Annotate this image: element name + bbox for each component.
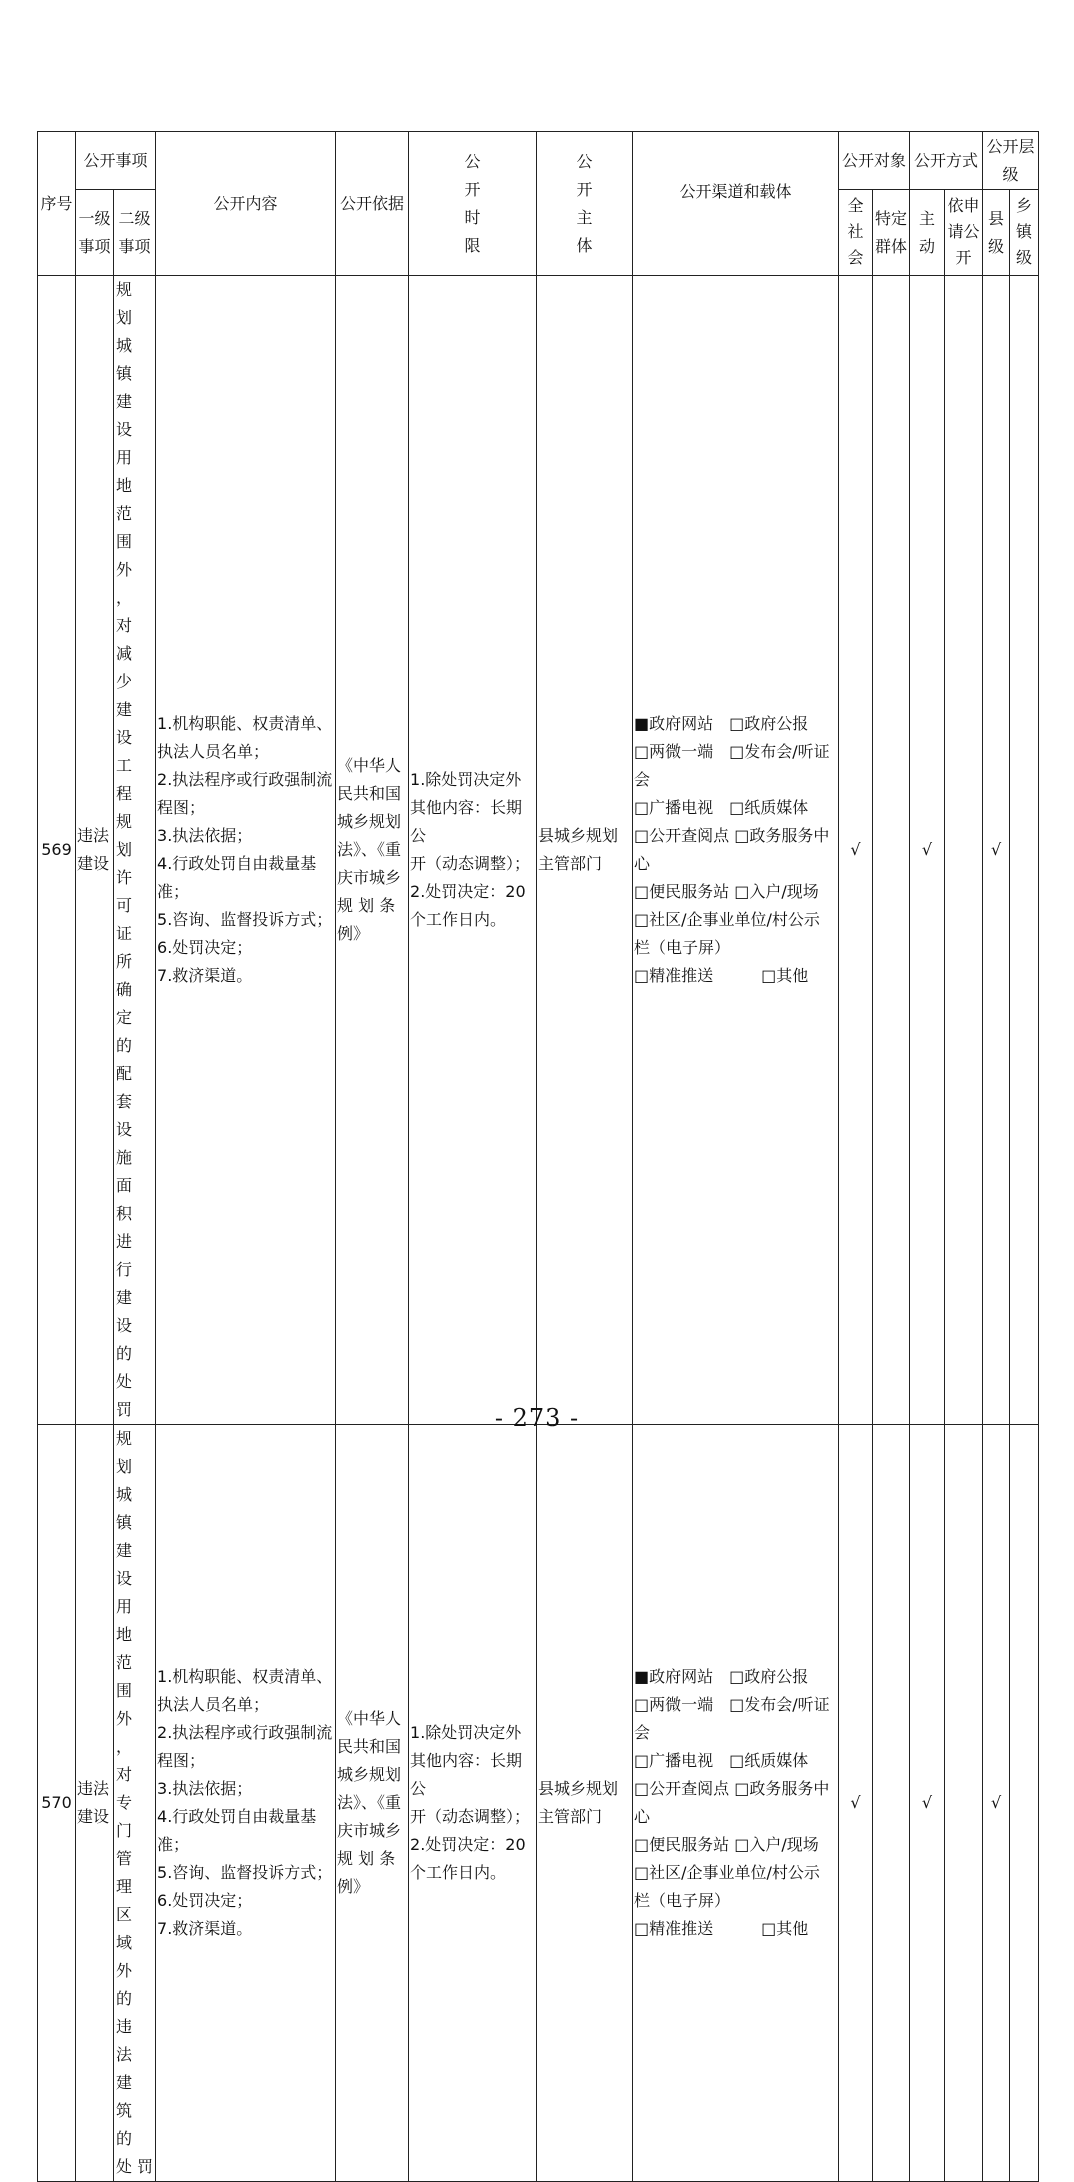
header-method-active: 主动 xyxy=(910,190,945,276)
text-line: 域 外 xyxy=(116,1933,133,1980)
disclosure-table xyxy=(37,131,1039,2182)
text-line: 的 违 xyxy=(116,1989,133,2036)
text-line: 《中华人 xyxy=(337,756,402,775)
text-line: 1.除处罚决定外 xyxy=(410,1723,522,1742)
header-level-town: 乡镇级 xyxy=(1010,190,1039,276)
text-line: 例》 xyxy=(337,924,370,943)
text-line: 民共和国 xyxy=(337,784,402,803)
text-line: 主管部门 xyxy=(538,1807,603,1826)
text-line: 设 工 xyxy=(116,728,133,775)
text-line: 其他内容：长期公 xyxy=(410,1751,523,1798)
text-line: 2.处罚决定：20 xyxy=(410,882,526,901)
row-audience-all: √ xyxy=(839,276,873,1425)
text-line: 处罚 xyxy=(116,2157,154,2176)
text-line: 6.处罚决定； xyxy=(157,1891,253,1910)
header-level-county: 县级 xyxy=(983,190,1010,276)
row-level2 xyxy=(114,276,156,1425)
text-line: 程图； xyxy=(157,798,206,817)
text-line: 筑 的 xyxy=(116,2101,133,2148)
text-line: 可 证 xyxy=(116,896,133,943)
header-basis: 公开依据 xyxy=(336,132,409,276)
text-line: 其他内容：长期公 xyxy=(410,798,523,845)
text-line: 1.机构职能、权责清单、 xyxy=(157,1667,333,1686)
text-line: 民共和国 xyxy=(337,1737,402,1756)
text-line: 法 建 xyxy=(116,2045,133,2092)
text-line: 个工作日内。 xyxy=(410,910,507,929)
header-content: 公开内容 xyxy=(156,132,336,276)
text-line: 面 积 xyxy=(116,1176,133,1223)
text-line: 用 地 xyxy=(116,448,133,495)
text-line: 建 设 xyxy=(116,392,133,439)
text-line: □两微一端 □发布会/听证 xyxy=(634,742,830,761)
text-line: 门 管 xyxy=(116,1821,133,1868)
text-line: 栏（电子屏） xyxy=(634,1891,731,1910)
text-line: 对 减 xyxy=(116,616,133,663)
text-line: 城 镇 xyxy=(116,1485,133,1532)
text-line: 范 围 xyxy=(116,504,133,551)
text-line: 7.救济渠道。 xyxy=(157,1919,253,1938)
text-line: 庆市城乡 xyxy=(337,1821,402,1840)
text-line: 少 建 xyxy=(116,672,133,719)
text-line: 建 设 xyxy=(116,1288,133,1335)
text-line: 开（动态调整）； xyxy=(410,854,531,873)
text-line: 个工作日内。 xyxy=(410,1863,507,1882)
text-line: 开（动态调整）； xyxy=(410,1807,531,1826)
text-line: ■政府网站 □政府公报 xyxy=(634,1667,809,1686)
text-line: 罚 xyxy=(116,1400,133,1419)
header-channels: 公开渠道和载体 xyxy=(633,132,839,276)
text-line: 外 ， xyxy=(116,560,133,607)
text-line: 例》 xyxy=(337,1877,370,1896)
text-line: 栏（电子屏） xyxy=(634,938,731,957)
header-level2: 二级事项 xyxy=(114,190,156,276)
text-line: 县城乡规划 xyxy=(538,826,619,845)
text-line: 7.救济渠道。 xyxy=(157,966,253,985)
text-line: 会 xyxy=(634,770,651,789)
row-level-town xyxy=(1010,276,1039,1425)
header-subject: 公开主体 xyxy=(537,132,633,276)
text-line: 3.执法依据； xyxy=(157,1779,253,1798)
text-line: 的 处 xyxy=(116,1344,133,1391)
row-level1: 违法建设 xyxy=(76,1425,114,2182)
text-line: 法》、《重 xyxy=(337,1793,402,1812)
row-audience-specific xyxy=(873,276,910,1425)
text-line: □便民服务站 □入户/现场 xyxy=(634,1835,819,1854)
text-line: □广播电视 □纸质媒体 xyxy=(634,798,809,817)
text-line: 规 划 xyxy=(116,1429,133,1476)
text-line: 县城乡规划 xyxy=(538,1779,619,1798)
text-line: 5.咨询、监督投诉方式； xyxy=(157,910,333,929)
row-level-town xyxy=(1010,1425,1039,2182)
row-channels xyxy=(633,276,839,1425)
text-line: 建 设 xyxy=(116,1541,133,1588)
header-level1: 一级事项 xyxy=(76,190,114,276)
header-method-request: 依申请公开 xyxy=(945,190,983,276)
row-time-limit xyxy=(409,1425,537,2182)
text-line: □公开查阅点 □政务服务中 xyxy=(634,1779,830,1798)
text-line: 庆市城乡 xyxy=(337,868,402,887)
text-line: 4.行政处罚自由裁量基 xyxy=(157,1807,317,1826)
text-line: □精准推送 □其他 xyxy=(634,966,809,985)
header-audience-specific: 特定群体 xyxy=(873,190,910,276)
text-line: 外 ， xyxy=(116,1709,133,1756)
row-method-active: √ xyxy=(910,276,945,1425)
header-item-group: 公开事项 xyxy=(76,132,156,190)
text-line: 定 的 xyxy=(116,1008,133,1055)
row-subject xyxy=(537,1425,633,2182)
text-line: 4.行政处罚自由裁量基 xyxy=(157,854,317,873)
row-basis xyxy=(336,276,409,1425)
text-line: □社区/企事业单位/村公示 xyxy=(634,1863,820,1882)
text-line: 会 xyxy=(634,1723,651,1742)
table-row xyxy=(38,276,1039,1425)
row-content xyxy=(156,1425,336,2182)
text-line: □精准推送 □其他 xyxy=(634,1919,809,1938)
text-line: 主管部门 xyxy=(538,854,603,873)
row-method-request xyxy=(945,1425,983,2182)
text-line: 执法人员名单； xyxy=(157,1695,270,1714)
text-line: 《中华人 xyxy=(337,1709,402,1728)
text-line: 城乡规划 xyxy=(337,1765,402,1784)
text-line: 对 专 xyxy=(116,1765,133,1812)
text-line: □两微一端 □发布会/听证 xyxy=(634,1695,830,1714)
text-line: □社区/企事业单位/村公示 xyxy=(634,910,820,929)
row-level-county: √ xyxy=(983,1425,1010,2182)
text-line: 1.除处罚决定外 xyxy=(410,770,522,789)
text-line: 城 镇 xyxy=(116,336,133,383)
header-level-group: 公开层级 xyxy=(983,132,1039,190)
text-line: 心 xyxy=(634,854,651,873)
text-line: 范 围 xyxy=(116,1653,133,1700)
header-audience-group: 公开对象 xyxy=(839,132,910,190)
header-method-group: 公开方式 xyxy=(910,132,983,190)
header-time-limit: 公开时限 xyxy=(409,132,537,276)
text-line: 理 区 xyxy=(116,1877,133,1924)
text-line: 程图； xyxy=(157,1751,206,1770)
row-level-county: √ xyxy=(983,276,1010,1425)
text-line: 5.咨询、监督投诉方式； xyxy=(157,1863,333,1882)
text-line: 规 划 条 xyxy=(337,1849,396,1868)
row-seq: 569 xyxy=(38,276,76,1425)
text-line: 设 施 xyxy=(116,1120,133,1167)
row-time-limit xyxy=(409,276,537,1425)
row-seq: 570 xyxy=(38,1425,76,2182)
row-method-request xyxy=(945,276,983,1425)
row-content xyxy=(156,276,336,1425)
text-line: 1.机构职能、权责清单、 xyxy=(157,714,333,733)
row-audience-all: √ xyxy=(839,1425,873,2182)
page-number: - 273 - xyxy=(494,1404,580,1432)
text-line: 程 规 xyxy=(116,784,133,831)
text-line: □广播电视 □纸质媒体 xyxy=(634,1751,809,1770)
text-line: 2.执法程序或行政强制流 xyxy=(157,1723,333,1742)
text-line: 6.处罚决定； xyxy=(157,938,253,957)
text-line: 所 确 xyxy=(116,952,133,999)
row-method-active: √ xyxy=(910,1425,945,2182)
text-line: 准； xyxy=(157,1835,190,1854)
table-row xyxy=(38,1425,1039,2182)
text-line: 执法人员名单； xyxy=(157,742,270,761)
text-line: 准； xyxy=(157,882,190,901)
row-basis xyxy=(336,1425,409,2182)
header-audience-all: 全社会 xyxy=(839,190,873,276)
text-line: 进 行 xyxy=(116,1232,133,1279)
text-line: □公开查阅点 □政务服务中 xyxy=(634,826,830,845)
text-line: 用 地 xyxy=(116,1597,133,1644)
text-line: 划 许 xyxy=(116,840,133,887)
text-line: ■政府网站 □政府公报 xyxy=(634,714,809,733)
text-line: 规 划 xyxy=(116,280,133,327)
text-line: 3.执法依据； xyxy=(157,826,253,845)
text-line: 法》、《重 xyxy=(337,840,402,859)
text-line: 2.执法程序或行政强制流 xyxy=(157,770,333,789)
row-level1: 违法建设 xyxy=(76,276,114,1425)
text-line: 2.处罚决定：20 xyxy=(410,1835,526,1854)
header-seq: 序号 xyxy=(38,132,76,276)
text-line: 配 套 xyxy=(116,1064,133,1111)
text-line: 心 xyxy=(634,1807,651,1826)
text-line: 规 划 条 xyxy=(337,896,396,915)
row-channels xyxy=(633,1425,839,2182)
row-subject xyxy=(537,276,633,1425)
row-level2 xyxy=(114,1425,156,2182)
text-line: □便民服务站 □入户/现场 xyxy=(634,882,819,901)
text-line: 城乡规划 xyxy=(337,812,402,831)
row-audience-specific xyxy=(873,1425,910,2182)
